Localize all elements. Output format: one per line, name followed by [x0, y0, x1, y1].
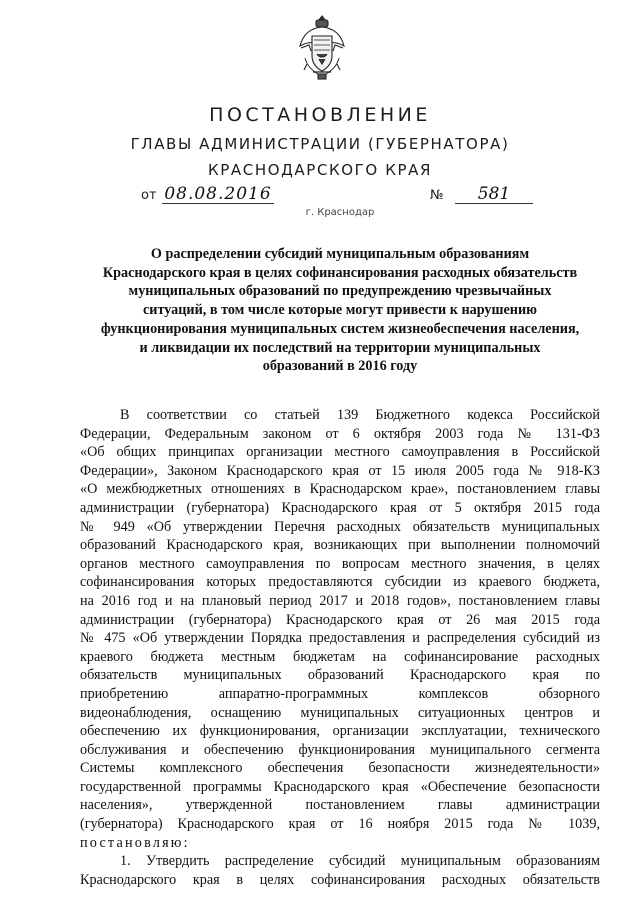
- issuer-heading: ГЛАВЫ АДМИНИСТРАЦИИ (ГУБЕРНАТОРА): [130, 135, 510, 153]
- body-line: Краснодарского края в целях софинансирования расходных обязательств: [80, 871, 600, 888]
- title-line: ситуаций, в том числе которые могут привести к нарушению: [143, 302, 537, 319]
- body-line: органов местного самоуправления по вопросам местного значения, в целях: [80, 555, 600, 572]
- body-line: обязательств муниципальных образований Краснодарского края по: [80, 667, 600, 684]
- coat-of-arms-emblem: [297, 14, 347, 82]
- body-line: софинансирования которых предоставляются субсидии из краевого бюджета,: [80, 574, 600, 591]
- document-title: [80, 245, 600, 376]
- title-line: Краснодарского края в целях софинансирования расходных обязательств: [102, 264, 578, 281]
- body-line: № 475 «Об утверждении Порядка предоставления и распределения субсидий из: [80, 630, 600, 647]
- body-line: обслуживания и обеспечению функционирования муниципального сегмента: [80, 741, 600, 758]
- body-line: «О межбюджетных отношениях в Краснодарском крае», постановлением главы: [80, 481, 600, 498]
- city-name: г. Краснодар: [305, 207, 375, 218]
- body-line: видеонаблюдения, оснащению муниципальных ситуационных центров и: [80, 704, 600, 721]
- body-line-resolve: постановляю:: [80, 834, 190, 851]
- body-line: № 949 «Об утверждении Перечня расходных обязательств муниципальных: [80, 518, 600, 535]
- title-line: муниципальных образований по предупреждению чрезвычайных: [128, 283, 552, 300]
- body-line: на 2016 год и на плановый период 2017 и 2018 годов», постановлением главы: [80, 592, 600, 609]
- body-line: населения», утвержденной постановлением главы администрации: [80, 797, 600, 814]
- number-label: №: [430, 188, 444, 203]
- body-line: Федерации, Федеральным законом от 6 октября 2003 года № 131-ФЗ: [80, 425, 600, 442]
- title-line: образований в 2016 году: [262, 358, 418, 375]
- body-line: государственной программы Краснодарского края «Обеспечение безопасности: [80, 778, 600, 795]
- body-line: Системы комплексного обеспечения безопасности жизнедеятельности»: [80, 760, 600, 777]
- title-line: и ликвидации их последствий на территории муниципальных: [139, 339, 541, 356]
- body-line: образований Краснодарского края, возникающих при выполнении полномочий: [80, 537, 600, 554]
- title-line: функционирования муниципальных систем жизнеобеспечения населения,: [100, 320, 580, 337]
- body-line: Федерации», Законом Краснодарского края от 15 июля 2005 года № 918-КЗ: [80, 462, 600, 479]
- body-line: 1. Утвердить распределение субсидий муниципальным образованиям: [120, 853, 600, 870]
- body-line: обеспечению их функционирования, организации эксплуатации, технического: [80, 723, 600, 740]
- document-number: 581: [455, 185, 533, 204]
- region-heading: КРАСНОДАРСКОГО КРАЯ: [208, 161, 432, 179]
- body-line: приобретению аппаратно-программных комплексов обзорного: [80, 685, 600, 702]
- body-line: (губернатора) Краснодарского края от 16 ноября 2015 года № 1039,: [80, 816, 600, 833]
- body-line: администрации (губернатора) Краснодарского края от 26 мая 2015 года: [80, 611, 600, 628]
- date-label: от: [141, 188, 157, 203]
- body-line: «Об общих принципах организации местного самоуправления в Российской: [80, 444, 600, 461]
- body-line: В соответствии со статьей 139 Бюджетного кодекса Российской: [120, 407, 600, 423]
- body-line: краевого бюджета местным бюджетам на софинансирование расходных: [80, 648, 600, 665]
- document-date: 08.08.2016: [162, 185, 274, 204]
- document-body: [80, 406, 600, 889]
- body-line: администрации (губернатора) Краснодарского края от 5 октября 2015 года: [80, 499, 600, 516]
- document-type-heading: ПОСТАНОВЛЕНИЕ: [209, 104, 431, 126]
- title-line: О распределении субсидий муниципальным образованиям: [150, 246, 530, 262]
